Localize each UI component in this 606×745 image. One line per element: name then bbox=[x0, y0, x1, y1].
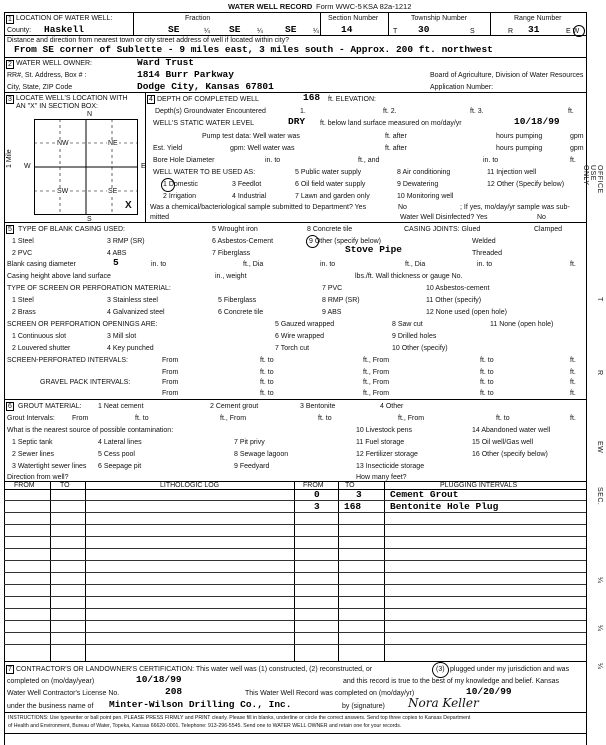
ct-insecticide: 13 Insecticide storage bbox=[356, 463, 425, 470]
record-completed-value: 10/20/99 bbox=[466, 686, 512, 697]
gravel-to-2: ft. to bbox=[260, 390, 274, 397]
township-label: Township Number bbox=[411, 15, 468, 22]
signature-label: by (signature) bbox=[342, 703, 385, 710]
board-label: Board of Agriculture, Division of Water Resources bbox=[430, 72, 584, 79]
instructions-line-1: INSTRUCTIONS: Use typewriter or ball point pen. PLEASE PRESS FIRMLY and PRINT clearly. Please fill in blanks, underline or circle the correct answers. Send top three copies to Kansas Department bbox=[8, 715, 471, 721]
fraction-label: Fraction bbox=[185, 15, 211, 22]
section-1-number: 1 bbox=[8, 16, 12, 23]
chem-rest: ; If yes, mo/day/yr sample was sub- bbox=[460, 204, 570, 211]
form-title: WATER WELL RECORD bbox=[228, 2, 313, 11]
use-monitoring: 10 Monitoring well bbox=[397, 193, 454, 200]
cert-option-3-circle bbox=[432, 662, 449, 678]
fraction-3: SE bbox=[285, 24, 297, 35]
gravel-to-1b: ft. to bbox=[480, 379, 494, 386]
ct-fuel: 11 Fuel storage bbox=[356, 439, 405, 446]
form-number: Form WWC-5 bbox=[316, 2, 362, 11]
business-label: under the business name of bbox=[7, 703, 94, 710]
grout-neat: 1 Neat cement bbox=[98, 403, 144, 410]
perf-to-2: ft. to bbox=[260, 369, 274, 376]
perf-ft-1: ft. bbox=[570, 357, 576, 364]
casing-abs: 4 ABS bbox=[107, 250, 127, 257]
casing-joints: CASING JOINTS: Glued bbox=[404, 226, 481, 233]
plug-to-header: TO bbox=[345, 482, 355, 489]
gravel-from-1b: ft., From bbox=[363, 379, 390, 386]
static-level-label: WELL'S STATIC WATER LEVEL bbox=[153, 120, 255, 127]
static-level-rest: ft. below land surface measured on mo/day/yr bbox=[320, 120, 462, 127]
gravel-ft-2: ft. bbox=[570, 390, 576, 397]
side-sec: SEC. bbox=[596, 487, 603, 506]
casing-asbestos: 6 Asbestos-Cement bbox=[212, 238, 274, 245]
yield-gpm2: gpm bbox=[570, 145, 584, 152]
county-value: Haskell bbox=[44, 24, 84, 35]
yield-hours: hours pumping bbox=[496, 145, 543, 152]
map-ne: NE bbox=[108, 140, 118, 147]
township-suffix: S bbox=[470, 28, 475, 35]
use-air: 8 Air conditioning bbox=[397, 169, 451, 176]
use-other: 12 Other (Specify below) bbox=[487, 181, 565, 188]
ct-livestock: 10 Livestock pens bbox=[356, 427, 413, 434]
plug-row-2-desc: Bentonite Hole Plug bbox=[390, 501, 499, 512]
map-north: N bbox=[87, 111, 93, 118]
chem-label: Was a chemical/bacteriological sample submitted to Department? Yes bbox=[150, 204, 367, 211]
section-2-number: 2 bbox=[8, 61, 12, 68]
perf-ft-2: ft. bbox=[570, 369, 576, 376]
use-public: 5 Public water supply bbox=[295, 169, 362, 176]
perf-to-1b: ft. to bbox=[480, 357, 494, 364]
screen-rmp: 8 RMP (SR) bbox=[322, 297, 360, 304]
instructions-line-2: of Health and Environment, Bureau of Water, Topeka, Kansas 66620-0001. Telephone: 913-296-5545. Send one to WATER WELL OWNER and retain one for your records. bbox=[8, 723, 402, 729]
quarter-symbol: ¼ bbox=[257, 28, 263, 35]
height-label: Casing height above land surface bbox=[7, 273, 111, 280]
opening-drilled: 9 Drilled holes bbox=[392, 333, 437, 340]
address-value: 1814 Burr Parkway bbox=[137, 69, 234, 80]
signature: Nora Keller bbox=[408, 696, 479, 710]
gravel-label: GRAVEL PACK INTERVALS: bbox=[40, 379, 131, 386]
pump-test-label: Pump test data: Well water was bbox=[202, 133, 300, 140]
cert-line-2b: and this record is true to the best of my knowledge and belief. Kansas bbox=[343, 678, 559, 685]
owner-label: WATER WELL OWNER: bbox=[16, 60, 92, 67]
county-label: County: bbox=[7, 27, 32, 34]
cert-option-3: (3) bbox=[436, 666, 445, 673]
city-label: City, State, ZIP Code bbox=[7, 84, 73, 91]
section-6-number: 6 bbox=[8, 403, 12, 410]
gravel-from-2b: ft., From bbox=[363, 390, 390, 397]
depth-value: 168 bbox=[303, 92, 321, 103]
static-level-value: DRY bbox=[288, 116, 306, 127]
diam-value: 5 bbox=[113, 257, 119, 268]
log-table-rule bbox=[4, 500, 586, 501]
ksa-number: KSA 82a-1212 bbox=[363, 2, 412, 11]
perf-to-2b: ft. to bbox=[480, 369, 494, 376]
use-domestic: 1 Domestic bbox=[163, 181, 199, 188]
grout-label: GROUT MATERIAL: bbox=[18, 403, 82, 410]
gi-ft: ft. bbox=[570, 415, 576, 422]
plug-row-2-from: 3 bbox=[314, 501, 320, 512]
gravel-to-1: ft. to bbox=[260, 379, 274, 386]
side-quarter-3: ¼ bbox=[596, 663, 603, 670]
license-value: 208 bbox=[165, 686, 183, 697]
perf-to-1: ft. to bbox=[260, 357, 274, 364]
diam-in1: in. to bbox=[151, 261, 167, 268]
section-number-label: Section Number bbox=[328, 15, 379, 22]
plug-row-1-to: 3 bbox=[356, 489, 362, 500]
casing-threaded: Threaded bbox=[472, 250, 502, 257]
distance-label: Distance and direction from nearest town or city street address of well if located within city? bbox=[7, 37, 290, 44]
log-table-rule bbox=[4, 524, 586, 525]
map-south: S bbox=[87, 216, 92, 223]
diam-ft3: ft. bbox=[570, 261, 576, 268]
casing-other: 9 Other (specify below) bbox=[309, 238, 381, 245]
cert-line-1b: plugged under my jurisdiction and was bbox=[450, 666, 570, 673]
gi-to-1: ft. to bbox=[135, 415, 149, 422]
ct-oilgas: 15 Oil well/Gas well bbox=[472, 439, 534, 446]
map-x-mark: X bbox=[125, 200, 132, 211]
map-east: E bbox=[141, 163, 146, 170]
perf-from-2b: ft., From bbox=[363, 369, 390, 376]
log-table-rule bbox=[4, 512, 586, 513]
height-in: in., weight bbox=[215, 273, 247, 280]
gravel-from-1: From bbox=[162, 379, 179, 386]
application-number-label: Application Number: bbox=[430, 84, 494, 91]
gi-to-2: ft. to bbox=[318, 415, 332, 422]
opening-continuous: 1 Continuous slot bbox=[12, 333, 67, 340]
groundwater-label: Depth(s) Groundwater Encountered bbox=[155, 108, 266, 115]
section-3-number: 3 bbox=[8, 96, 12, 103]
distance-value: From SE corner of Sublette - 9 miles east, 3 miles south - Approx. 200 ft. northwest bbox=[14, 44, 493, 55]
chem-mitted: mitted bbox=[150, 214, 170, 221]
gravel-from-2: From bbox=[162, 390, 179, 397]
screen-none: 12 None used (open hole) bbox=[426, 309, 507, 316]
grout-cement: 2 Cement grout bbox=[210, 403, 259, 410]
map-se: SE bbox=[108, 188, 118, 195]
log-table-rule bbox=[4, 620, 586, 621]
elevation-label: ft. ELEVATION: bbox=[328, 96, 376, 103]
casing-steel: 1 Steel bbox=[12, 238, 34, 245]
plug-from-header: FROM bbox=[303, 482, 324, 489]
side-quarter-2: ¼ bbox=[596, 625, 603, 632]
screen-asbestos: 10 Asbestos-cement bbox=[426, 285, 490, 292]
ct-cesspool: 5 Cess pool bbox=[98, 451, 135, 458]
owner-value: Ward Trust bbox=[137, 57, 195, 68]
yield-after: ft. after bbox=[385, 145, 407, 152]
casing-title: TYPE OF BLANK CASING USED: bbox=[18, 226, 125, 233]
use-dewatering: 9 Dewatering bbox=[397, 181, 439, 188]
range-value: 31 bbox=[528, 24, 540, 35]
casing-wrought: 5 Wrought iron bbox=[212, 226, 258, 233]
ct-abandoned: 14 Abandoned water well bbox=[472, 427, 551, 434]
screen-other: 11 Other (specify) bbox=[426, 297, 482, 304]
screen-galvanized: 4 Galvanized steel bbox=[107, 309, 165, 316]
record-completed-label: This Water Well Record was completed on (mo/day/yr) bbox=[245, 690, 415, 697]
direction-label: Direction from well? bbox=[7, 474, 69, 481]
screen-steel: 1 Steel bbox=[12, 297, 34, 304]
disinfected-no: No bbox=[537, 214, 546, 221]
perf-from-1b: ft., From bbox=[363, 357, 390, 364]
log-table-rule bbox=[4, 608, 586, 609]
groundwater-3: ft. 3. bbox=[470, 108, 484, 115]
casing-welded: Welded bbox=[472, 238, 496, 245]
casing-clamped: Clamped bbox=[534, 226, 563, 233]
completed-value: 10/18/99 bbox=[136, 674, 182, 685]
diam-in2: in. to bbox=[320, 261, 336, 268]
lithologic-header: LITHOLOGIC LOG bbox=[160, 482, 220, 489]
map-west: W bbox=[24, 163, 31, 170]
perf-from-1: From bbox=[162, 357, 179, 364]
perforated-label: SCREEN-PERFORATED INTERVALS: bbox=[7, 357, 128, 364]
opening-wire: 6 Wire wrapped bbox=[275, 333, 325, 340]
business-value: Minter-Wilson Drilling Co., Inc. bbox=[109, 699, 292, 710]
pump-test-after: ft. after bbox=[385, 133, 407, 140]
use-lawn: 7 Lawn and garden only bbox=[295, 193, 370, 200]
screen-brass: 2 Brass bbox=[12, 309, 36, 316]
grout-bentonite: 3 Bentonite bbox=[300, 403, 336, 410]
bore-in2: in. to bbox=[483, 157, 499, 164]
locate-title-1: LOCATE WELL'S LOCATION WITH bbox=[16, 95, 128, 102]
yield-label: Est. Yield bbox=[153, 145, 183, 152]
plugging-header: PLUGGING INTERVALS bbox=[440, 482, 518, 489]
static-level-date: 10/18/99 bbox=[514, 116, 560, 127]
disinfected-label: Water Well Disinfected? Yes bbox=[400, 214, 488, 221]
use-label: WELL WATER TO BE USED AS: bbox=[153, 169, 256, 176]
city-value: Dodge City, Kansas 67801 bbox=[137, 81, 274, 92]
side-t: T bbox=[596, 297, 603, 302]
opening-torch: 7 Torch cut bbox=[275, 345, 310, 352]
contamination-label: What is the nearest source of possible contamination: bbox=[7, 427, 174, 434]
gi-from-2: ft., From bbox=[220, 415, 247, 422]
plug-row-1-from: 0 bbox=[314, 489, 320, 500]
opening-other: 10 Other (specify) bbox=[392, 345, 448, 352]
plug-row-2-to: 168 bbox=[344, 501, 362, 512]
use-irrigation: 2 Irrigation bbox=[163, 193, 197, 200]
diam-dia1: ft., Dia bbox=[243, 261, 264, 268]
range-ew: E W bbox=[566, 28, 580, 35]
section-5-number: 5 bbox=[8, 226, 12, 233]
screen-pvc: 7 PVC bbox=[322, 285, 343, 292]
township-value: 30 bbox=[418, 24, 430, 35]
groundwater-ft: ft. bbox=[568, 108, 574, 115]
bore-ft: ft., and bbox=[358, 157, 380, 164]
casing-rmp: 3 RMP (SR) bbox=[107, 238, 145, 245]
perf-from-2: From bbox=[162, 369, 179, 376]
use-feedlot: 3 Feedlot bbox=[232, 181, 262, 188]
opening-louvered: 2 Louvered shutter bbox=[12, 345, 71, 352]
use-injection: 11 Injection well bbox=[487, 169, 537, 176]
diam-dia2: ft., Dia bbox=[405, 261, 426, 268]
ct-septic: 1 Septic tank bbox=[12, 439, 53, 446]
gi-from-3: ft., From bbox=[398, 415, 425, 422]
opening-gauzed: 5 Gauzed wrapped bbox=[275, 321, 335, 328]
opening-saw: 8 Saw cut bbox=[392, 321, 423, 328]
depth-label: DEPTH OF COMPLETED WELL bbox=[157, 96, 259, 103]
bore-in: in. to bbox=[265, 157, 281, 164]
log-table-rule bbox=[4, 572, 586, 573]
gravel-to-2b: ft. to bbox=[480, 390, 494, 397]
grout-other: 4 Other bbox=[380, 403, 404, 410]
groundwater-2: ft. 2. bbox=[383, 108, 397, 115]
bore-label: Bore Hole Diameter bbox=[153, 157, 215, 164]
township-prefix: T bbox=[393, 28, 398, 35]
log-table-rule bbox=[4, 584, 586, 585]
office-use-only: OFFICE USE ONLY bbox=[582, 165, 603, 194]
casing-pvc: 2 PVC bbox=[12, 250, 33, 257]
side-quarter-1: ¼ bbox=[596, 577, 603, 584]
screen-title: TYPE OF SCREEN OR PERFORATION MATERIAL: bbox=[7, 285, 171, 292]
log-to-header: TO bbox=[60, 482, 70, 489]
range-prefix: R bbox=[508, 28, 514, 35]
section-1-title: LOCATION OF WATER WELL: bbox=[16, 15, 113, 22]
casing-other-value: Stove Pipe bbox=[345, 244, 403, 255]
height-rest: lbs./ft. Wall thickness or gauge No. bbox=[355, 273, 463, 280]
section-4-number: 4 bbox=[149, 96, 153, 103]
log-table-rule bbox=[4, 560, 586, 561]
howmany-label: How many feet? bbox=[356, 474, 407, 481]
bore-ft2: ft. bbox=[570, 157, 576, 164]
quarter-symbol: ¼ bbox=[204, 28, 210, 35]
casing-other-circle bbox=[306, 235, 319, 248]
diam-label: Blank casing diameter bbox=[7, 261, 76, 268]
casing-concrete: 8 Concrete tile bbox=[307, 226, 353, 233]
ct-fertilizer: 12 Fertilizer storage bbox=[356, 451, 418, 458]
pump-test-gpm: gpm bbox=[570, 133, 584, 140]
cert-line-1: CONTRACTOR'S OR LANDOWNER'S CERTIFICATION: This water well was (1) constructed, (2) reconstructed, or bbox=[16, 666, 373, 673]
screen-concrete: 6 Concrete tile bbox=[218, 309, 264, 316]
log-table-rule bbox=[4, 632, 586, 633]
casing-fiberglass: 7 Fiberglass bbox=[212, 250, 251, 257]
chem-no: No bbox=[398, 204, 407, 211]
range-label: Range Number bbox=[514, 15, 562, 22]
ct-other: 16 Other (specify below) bbox=[472, 451, 548, 458]
ct-seepage: 6 Seepage pit bbox=[98, 463, 142, 470]
completed-label: completed on (mo/day/year) bbox=[7, 678, 95, 685]
license-label: Water Well Contractor's License No. bbox=[7, 690, 120, 697]
gi-from-1: From bbox=[72, 415, 89, 422]
log-table-rule bbox=[4, 644, 586, 645]
screen-abs: 9 ABS bbox=[322, 309, 342, 316]
screen-fiberglass: 5 Fiberglass bbox=[218, 297, 257, 304]
diam-in3: in. to bbox=[477, 261, 493, 268]
pump-test-hours: hours pumping bbox=[496, 133, 543, 140]
use-oilfield: 6 Oil field water supply bbox=[295, 181, 366, 188]
groundwater-1: 1. bbox=[300, 108, 306, 115]
ct-lateral: 4 Lateral lines bbox=[98, 439, 142, 446]
use-domestic-circle bbox=[161, 178, 175, 192]
log-table-rule bbox=[4, 548, 586, 549]
side-r: R bbox=[596, 370, 603, 376]
map-nw: NW bbox=[57, 140, 69, 147]
ct-privy: 7 Pit privy bbox=[234, 439, 265, 446]
opening-key: 4 Key punched bbox=[107, 345, 154, 352]
log-from-header: FROM bbox=[14, 482, 35, 489]
map-mile-label: 1 Mile bbox=[6, 149, 13, 168]
openings-title: SCREEN OR PERFORATION OPENINGS ARE: bbox=[7, 321, 158, 328]
opening-none: 11 None (open hole) bbox=[490, 321, 554, 328]
side-ew: EW bbox=[596, 441, 603, 454]
screen-stainless: 3 Stainless steel bbox=[107, 297, 158, 304]
locate-title-2: AN "X" IN SECTION BOX: bbox=[16, 103, 98, 110]
quarter-symbol: ¼ bbox=[313, 28, 319, 35]
gravel-ft-1: ft. bbox=[570, 379, 576, 386]
ct-watertight: 3 Watertight sewer lines bbox=[12, 463, 87, 470]
section-7-number: 7 bbox=[8, 666, 12, 673]
fraction-1: SE bbox=[168, 24, 180, 35]
map-sw: SW bbox=[57, 188, 69, 195]
opening-mill: 3 Mill slot bbox=[107, 333, 137, 340]
log-table-rule bbox=[4, 596, 586, 597]
ct-sewer: 2 Sewer lines bbox=[12, 451, 55, 458]
section-map-box bbox=[34, 119, 138, 215]
fraction-2: SE bbox=[229, 24, 241, 35]
gi-to-3: ft. to bbox=[496, 415, 510, 422]
ct-feedyard: 9 Feedyard bbox=[234, 463, 270, 470]
address-label: RR#, St. Address, Box # : bbox=[7, 72, 87, 79]
yield-gpm: gpm: Well water was bbox=[230, 145, 295, 152]
grout-intervals-label: Grout Intervals: bbox=[7, 415, 55, 422]
plug-row-1-desc: Cement Grout bbox=[390, 489, 459, 500]
use-industrial: 4 Industrial bbox=[232, 193, 267, 200]
log-table-rule bbox=[4, 536, 586, 537]
section-number-value: 14 bbox=[341, 24, 353, 35]
ct-lagoon: 8 Sewage lagoon bbox=[234, 451, 289, 458]
